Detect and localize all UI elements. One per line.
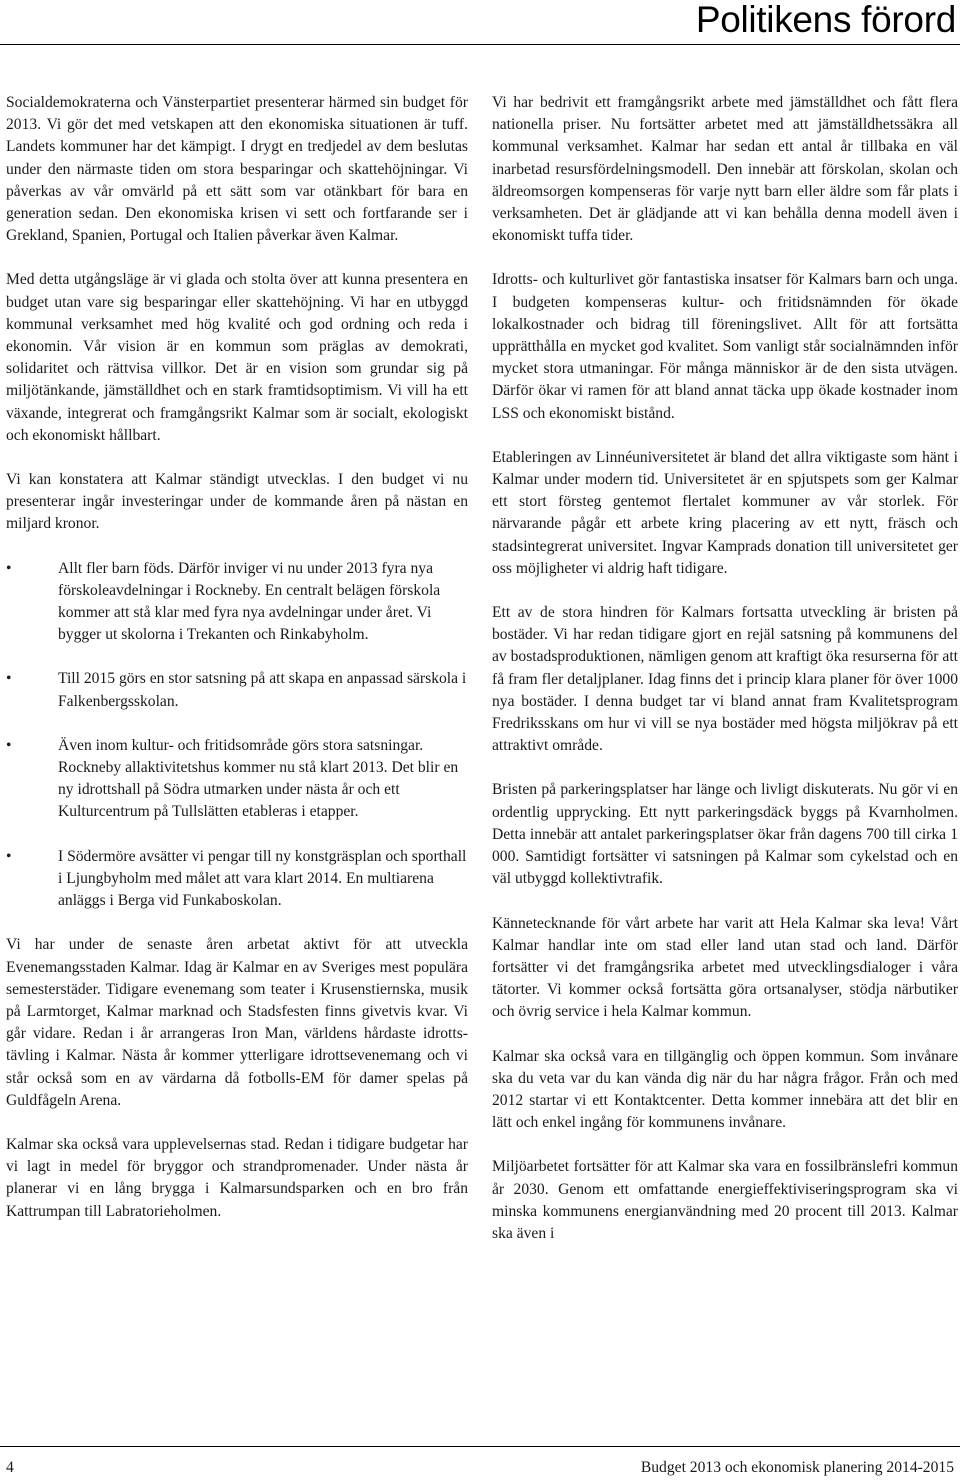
paragraph: Kalmar ska också vara en tillgänglig och öppen kommun. Som invånare ska du veta var du kan vända dig när du har några frågor. Från och med 2012 startar vi ett Kontaktcenter. Detta kommer innebära att det blir en lätt och enkel ingång för kommunens invånare. bbox=[492, 1047, 958, 1132]
paragraph: Vi kan konstatera att Kalmar ständigt utvecklas. I den budget vi nu presenterar ingår investeringar under de kommande åren på nästan en miljard kronor. bbox=[6, 471, 468, 533]
paragraph: Med detta utgångsläge är vi glada och stolta över att kunna presentera en budget utan vare sig besparingar eller skattehöjning. Vi har en utbyggd kommunal verksamhet med hög kvalité och god ordning och reda i ekonomin. Vår vision är en kommun som präglas av demokrati, solidaritet och rättvisa villkor. Det är en vision som grundar sig på miljötänkande, jämställdhet och en stark framtidsoptimism. Vi vill ha ett växande, integrerat och framgångsrikt Kalmar som är socialt, ekologiskt och ekonomiskt hållbart. bbox=[6, 271, 468, 444]
bullet-item: • Till 2015 görs en stor satsning på att skapa en anpassad särskola i Falkenbergsskolan. bbox=[6, 668, 468, 712]
footer-rule bbox=[0, 1446, 960, 1447]
page-title: Politikens förord bbox=[695, 0, 956, 40]
paragraph: Vi har under de senaste åren arbetat aktivt för att utveckla Evenemangsstaden Kalmar. Idag är Kalmar en av Sveriges mest populära semesterstäder. Tidigare evenemang som teater i Krusenstiernska, musik på Larmtorget, Kalmar marknad och Stadsfesten finns givetvis kvar. Vi går vidare. Redan i år arrangeras Iron Man, världens hårdaste idrottstävling i Kalmar. Nästa år kommer ytterligare idrottsevenemang och vi står också som en av värdarna då fotbolls-EM för damer spelas på Guldfågeln Arena. bbox=[6, 936, 468, 1109]
paragraph: Kalmar ska också vara upplevelsernas stad. Redan i tidigare budgetar har vi lagt in medel för bryggor och strandpromenader. Under nästa år planerar vi en lång brygga i Kalmarsundsparken och en bro från Kattrumpan till Labratorieholmen. bbox=[6, 1135, 468, 1220]
paragraph: Ett av de stora hindren för Kalmars fortsatta utveckling är bristen på bostäder. Vi har redan tidigare gjort en rejäl satsning på kommunens del av bostadsproduktionen, nämligen genom att kraftigt öka resurserna för att få fram fler detaljplaner. Idag finns det i princip klara planer för över 1000 nya bostäder. I denna budget tar vi bland annat fram Kvalitetsprogram Fredriksskans om hur vi vill se nya bostäder med högsta miljökrav på ett attraktivt område. bbox=[492, 604, 958, 755]
header-rule bbox=[0, 44, 960, 45]
paragraph: Miljöarbetet fortsätter för att Kalmar ska vara en fossilbränslefri kommun år 2030. Genom ett omfattande energieffektiviseringsprogram ska vi minska kommunens energianvändning med 20 procent till 2013. Kalmar ska även i bbox=[492, 1158, 958, 1242]
bullet-item: • Allt fler barn föds. Därför inviger vi nu under 2013 fyra nya förskoleavdelningar i Rockneby. En centralt belägen förskola kommer att stå klar med fyra nya avdelningar under året. Vi bygger ut skolorna i Trekanten och Rinkabyholm. bbox=[6, 558, 468, 647]
paragraph: Socialdemokraterna och Vänsterpartiet presenterar härmed sin budget för 2013. Vi gör det med vetskapen att den ekonomiska situationen är tuff. Landets kommuner har det kämpigt. I drygt en tredjedel av dem beslutas under den närmaste tiden om stora besparingar och skattehöjningar. Vi påverkas av vår omvärld på ett sätt som var otänkbart för bara en generation sedan. Den ekonomiska krisen vi sett och fortfarande ser i Grekland, Spanien, Portugal och Italien påverkar även Kalmar. bbox=[6, 94, 468, 245]
footer-text: Budget 2013 och ekonomisk planering 2014-2015 bbox=[640, 1459, 954, 1476]
right-column bbox=[492, 92, 958, 1267]
bullet-item: • I Södermöre avsätter vi pengar till ny konstgräsplan och sporthall i Ljungbyholm med målet att vara klart 2014. En multiarena anläggs i Berga vid Funkaboskolan. bbox=[6, 846, 468, 913]
paragraph: Idrotts- och kulturlivet gör fantastiska insatser för Kalmars barn och unga. I budgeten kompenseras kultur- och fritidsnämnden för ökade lokalkostnader och bidrag till föreningslivet. Allt för att fortsätta upprätthålla en mycket god kvalitet. Som vanligt står socialnämnden inför mycket stora utmaningar. För många människor är de den sista utvägen. Därför ökar vi ramen för att bland annat täcka upp ökade kostnader inom LSS och ekonomiskt bistånd. bbox=[492, 271, 958, 422]
paragraph: Etableringen av Linnéuniversitetet är bland det allra viktigaste som hänt i Kalmar under modern tid. Universitetet är en spjutspets som ger Kalmar ett stort försteg gentemot flertalet kommuner av vår storlek. För närvarande pågår ett arbete kring placering av ett nytt, fräsch och stadsintegrerat universitet. Ingvar Kamprads donation till universitetet ger oss möjligheter vi aldrig haft tidigare. bbox=[492, 448, 958, 577]
page-footer bbox=[0, 1458, 960, 1480]
bullet-item: • Även inom kultur- och fritidsområde görs stora satsningar. Rockneby allaktivitetshus kommer nu stå klart 2013. Det blir en ny idrottshall på Södra utmarken under nästa år och ett Kulturcentrum på Tullslätten etableras i etapper. bbox=[6, 735, 468, 824]
paragraph: Bristen på parkeringsplatser har länge och livligt diskuterats. Nu gör vi en ordentlig upprycking. Ett nytt parkeringsdäck byggs på Kvarnholmen. Detta innebär att antalet parkeringsplatser ökar från dagens 700 till cirka 1 000. Samtidigt fortsätter vi satsningen på Kalmar som cykelstad och en väl utbyggd kollektivtrafik. bbox=[492, 781, 958, 888]
paragraph: Kännetecknande för vårt arbete har varit att Hela Kalmar ska leva! Vårt Kalmar handlar inte om stad eller land utan stad och land. Därför fortsätter vi det framgångsrika arbetet med utvecklingsdialoger i våra tätorter. Vi kommer också fortsätta göra ortsanalyser, stödja närbutiker och övrig service i hela Kalmar kommun. bbox=[492, 914, 958, 1021]
bullet-list bbox=[6, 558, 468, 913]
page-number: 4 bbox=[6, 1459, 14, 1476]
left-column bbox=[6, 92, 468, 1245]
paragraph: Vi har bedrivit ett framgångsrikt arbete med jämställdhet och fått flera nationella priser. Nu fortsätter arbetet med att jämställdhetssäkra all kommunal verksamhet. Kalmar har sedan ett antal år tillbaka en väl inarbetad resursfördelningsmodell. Den innebär att förskolan, skolan och äldreomsorgen kompenseras för varje nytt barn eller äldre som får plats i verksamheten. Det är glädjande att vi kan behålla denna modell även i ekonomiskt tuffa tider. bbox=[492, 94, 958, 245]
